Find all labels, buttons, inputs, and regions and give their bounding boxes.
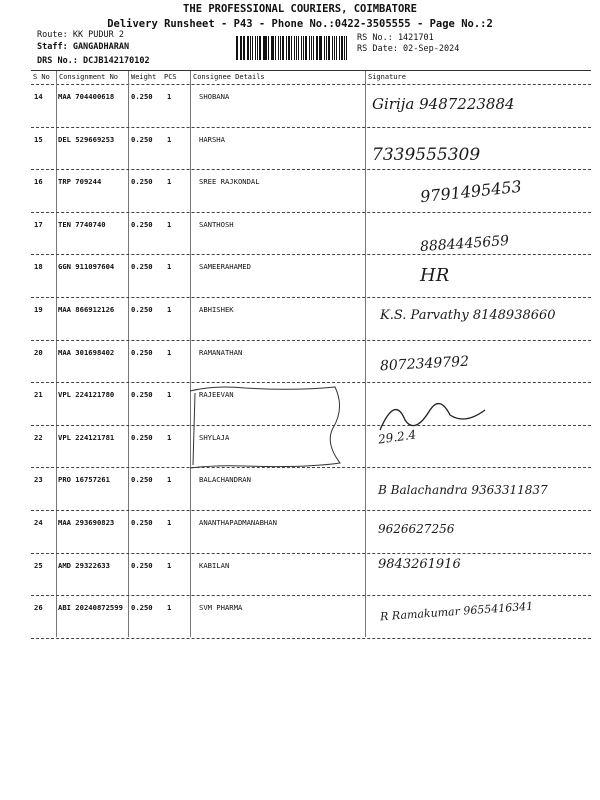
row-19-pcs: 1 bbox=[167, 305, 172, 314]
row-15-pcs: 1 bbox=[167, 134, 172, 144]
row-23-sno: 23 bbox=[34, 475, 43, 485]
barcode-bar bbox=[346, 36, 347, 60]
barcode-bar bbox=[278, 36, 279, 60]
barcode-bar bbox=[305, 36, 307, 60]
row-21-weight: 0.250 bbox=[131, 390, 153, 400]
barcode-bar bbox=[298, 36, 299, 60]
row-divider bbox=[31, 595, 591, 596]
barcode-bar bbox=[263, 36, 264, 60]
row-18-pcs: 1 bbox=[167, 262, 172, 272]
row-14-consignee: SHOBANA bbox=[199, 92, 230, 101]
row-14-pcs: 1 bbox=[167, 92, 172, 101]
row-18-sno: 18 bbox=[34, 262, 43, 272]
barcode-bar bbox=[339, 36, 340, 60]
barcode-bar bbox=[286, 36, 287, 60]
row-22-weight: 0.250 bbox=[131, 432, 153, 442]
row-24-pcs: 1 bbox=[167, 518, 172, 527]
barcode-bar bbox=[311, 36, 312, 60]
row-24-weight: 0.250 bbox=[131, 518, 153, 527]
barcode-bar bbox=[247, 36, 249, 60]
row-17-weight: 0.250 bbox=[131, 219, 153, 229]
row-23-consignee: BALACHANDRAN bbox=[199, 475, 251, 485]
row-25-sno: 25 bbox=[34, 560, 43, 570]
barcode-bar bbox=[288, 36, 290, 60]
rs-number: RS No.: 1421701 bbox=[357, 33, 434, 43]
row-22-sno: 22 bbox=[34, 432, 43, 442]
signature-row-18: HR bbox=[420, 265, 450, 286]
col-header-consignment: Consignment No bbox=[59, 73, 119, 81]
row-21-consignment: VPL 224121780 bbox=[58, 390, 115, 400]
row-26-consignment: ABI 20240872599 bbox=[58, 603, 123, 613]
row-18-consignee: SAMEERAHAMED bbox=[199, 262, 251, 272]
barcode-bar bbox=[240, 36, 241, 60]
row-26-pcs: 1 bbox=[167, 603, 172, 613]
barcode-bar bbox=[264, 36, 266, 60]
route-label: Route: KK PUDUR 2 bbox=[37, 30, 124, 40]
row-15-sno: 15 bbox=[34, 134, 43, 144]
signature-row-14: Girija 9487223884 bbox=[372, 95, 515, 113]
barcode-bar bbox=[259, 36, 261, 60]
signature-row-24: 9626627256 bbox=[378, 522, 455, 536]
barcode-image bbox=[236, 36, 348, 60]
signature-row-20: 8072349792 bbox=[379, 353, 470, 375]
company-title: THE PROFESSIONAL COURIERS, COIMBATORE bbox=[183, 3, 417, 15]
barcode-bar bbox=[296, 36, 298, 60]
barcode-bar bbox=[341, 36, 343, 60]
barcode-bar bbox=[332, 36, 333, 60]
barcode-bar bbox=[282, 36, 284, 60]
row-19-sno: 19 bbox=[34, 305, 43, 314]
row-divider bbox=[31, 638, 591, 639]
row-23-weight: 0.250 bbox=[131, 475, 153, 485]
row-16-weight: 0.250 bbox=[131, 177, 153, 187]
barcode-bar bbox=[271, 36, 272, 60]
row-25-weight: 0.250 bbox=[131, 560, 153, 570]
col-header-signature: Signature bbox=[368, 73, 406, 81]
signature-row-25: 9843261916 bbox=[378, 557, 461, 572]
barcode-bar bbox=[324, 36, 325, 60]
row-20-consignee: RAMANATHAN bbox=[199, 347, 243, 357]
barcode-bar bbox=[255, 36, 256, 60]
signature-row-17: 8884445659 bbox=[419, 232, 510, 256]
row-19-consignment: MAA 866912126 bbox=[58, 305, 115, 314]
row-18-consignment: GGN 911097604 bbox=[58, 262, 115, 272]
signature-row-23: B Balachandra 9363311837 bbox=[378, 483, 548, 497]
signature-scribble-21 bbox=[375, 390, 505, 440]
row-16-consignee: SREE RAJKONDAL bbox=[199, 177, 260, 187]
row-divider bbox=[31, 212, 591, 213]
barcode-bar bbox=[268, 36, 269, 60]
barcode-bar bbox=[257, 36, 259, 60]
row-divider bbox=[31, 510, 591, 511]
barcode-bar bbox=[319, 36, 320, 60]
row-20-sno: 20 bbox=[34, 347, 43, 357]
row-17-consignment: TEN 7740740 bbox=[58, 219, 106, 229]
barcode-bar bbox=[291, 36, 292, 60]
row-18-weight: 0.250 bbox=[131, 262, 153, 272]
barcode-bar bbox=[344, 36, 345, 60]
row-divider bbox=[31, 127, 591, 128]
row-divider bbox=[31, 169, 591, 170]
row-22-pcs: 1 bbox=[167, 432, 172, 442]
row-19-weight: 0.250 bbox=[131, 305, 153, 314]
barcode-bar bbox=[336, 36, 337, 60]
row-16-pcs: 1 bbox=[167, 177, 172, 187]
row-16-consignment: TRP 709244 bbox=[58, 177, 102, 187]
row-26-sno: 26 bbox=[34, 603, 43, 613]
row-14-consignment: MAA 704400618 bbox=[58, 92, 115, 101]
row-divider bbox=[31, 553, 591, 554]
signature-row-16: 9791495453 bbox=[419, 176, 523, 207]
barcode-bar bbox=[303, 36, 304, 60]
table-header-divider bbox=[31, 84, 591, 85]
signature-row-21-22: 29.2.4 bbox=[377, 427, 417, 447]
barcode-bar bbox=[275, 36, 276, 60]
row-25-consignment: AMD 29322633 bbox=[58, 560, 110, 570]
bracket-scribble bbox=[185, 383, 355, 473]
staff-label: Staff: GANGADHARAN bbox=[37, 42, 130, 52]
row-21-pcs: 1 bbox=[167, 390, 172, 400]
table-top-border bbox=[31, 70, 591, 71]
row-17-pcs: 1 bbox=[167, 219, 172, 229]
row-26-consignee: SVM PHARMA bbox=[199, 603, 243, 613]
signature-row-19: K.S. Parvathy 8148938660 bbox=[380, 308, 556, 323]
row-17-consignee: SANTHOSH bbox=[199, 219, 234, 229]
barcode-bar bbox=[280, 36, 282, 60]
runsheet-subtitle: Delivery Runsheet - P43 - Phone No.:0422-3505555 - Page No.:2 bbox=[107, 18, 493, 30]
row-24-sno: 24 bbox=[34, 518, 43, 527]
barcode-bar bbox=[243, 36, 245, 60]
row-14-weight: 0.250 bbox=[131, 92, 153, 101]
row-divider bbox=[31, 297, 591, 298]
row-20-consignment: MAA 301698402 bbox=[58, 347, 115, 357]
row-divider bbox=[31, 254, 591, 255]
barcode-bar bbox=[236, 36, 238, 60]
row-23-pcs: 1 bbox=[167, 475, 172, 485]
row-14-sno: 14 bbox=[34, 92, 43, 101]
row-24-consignment: MAA 293690823 bbox=[58, 518, 115, 527]
row-20-pcs: 1 bbox=[167, 347, 172, 357]
row-17-sno: 17 bbox=[34, 219, 43, 229]
row-16-sno: 16 bbox=[34, 177, 43, 187]
barcode-bar bbox=[326, 36, 327, 60]
barcode-bar bbox=[313, 36, 314, 60]
row-22-consignee: SHYLAJA bbox=[199, 432, 230, 442]
barcode-bar bbox=[309, 36, 311, 60]
drs-number: DRS No.: DCJB142170102 bbox=[37, 56, 150, 66]
row-21-consignee: RAJEEVAN bbox=[199, 390, 234, 400]
row-22-consignment: VPL 224121781 bbox=[58, 432, 115, 442]
barcode-bar bbox=[241, 36, 242, 60]
barcode-bar bbox=[301, 36, 302, 60]
row-19-consignee: ABHISHEK bbox=[199, 305, 234, 314]
barcode-bar bbox=[294, 36, 295, 60]
row-20-weight: 0.250 bbox=[131, 347, 153, 357]
barcode-bar bbox=[320, 36, 322, 60]
col-header-sno: S No bbox=[33, 73, 50, 81]
rs-date: RS Date: 02-Sep-2024 bbox=[357, 44, 460, 54]
barcode-bar bbox=[334, 36, 336, 60]
barcode-bar bbox=[252, 36, 253, 60]
row-15-weight: 0.250 bbox=[131, 134, 153, 144]
row-15-consignee: HARSHA bbox=[199, 134, 225, 144]
col-header-pcs: PCS bbox=[164, 73, 177, 81]
barcode-bar bbox=[328, 36, 330, 60]
row-23-consignment: PRO 16757261 bbox=[58, 475, 110, 485]
row-25-pcs: 1 bbox=[167, 560, 172, 570]
barcode-bar bbox=[250, 36, 251, 60]
row-26-weight: 0.250 bbox=[131, 603, 153, 613]
col-header-consignee: Consignee Details bbox=[193, 73, 265, 81]
barcode-bar bbox=[272, 36, 274, 60]
row-25-consignee: KABILAN bbox=[199, 560, 230, 570]
barcode-bar bbox=[316, 36, 318, 60]
row-divider bbox=[31, 340, 591, 341]
col-header-weight: Weight bbox=[131, 73, 157, 81]
row-15-consignment: DEL 529669253 bbox=[58, 134, 115, 144]
signature-row-15: 7339555309 bbox=[372, 145, 481, 165]
signature-row-26: R Ramakumar 9655416341 bbox=[379, 599, 534, 624]
row-21-sno: 21 bbox=[34, 390, 43, 400]
row-24-consignee: ANANTHAPADMANABHAN bbox=[199, 518, 277, 527]
